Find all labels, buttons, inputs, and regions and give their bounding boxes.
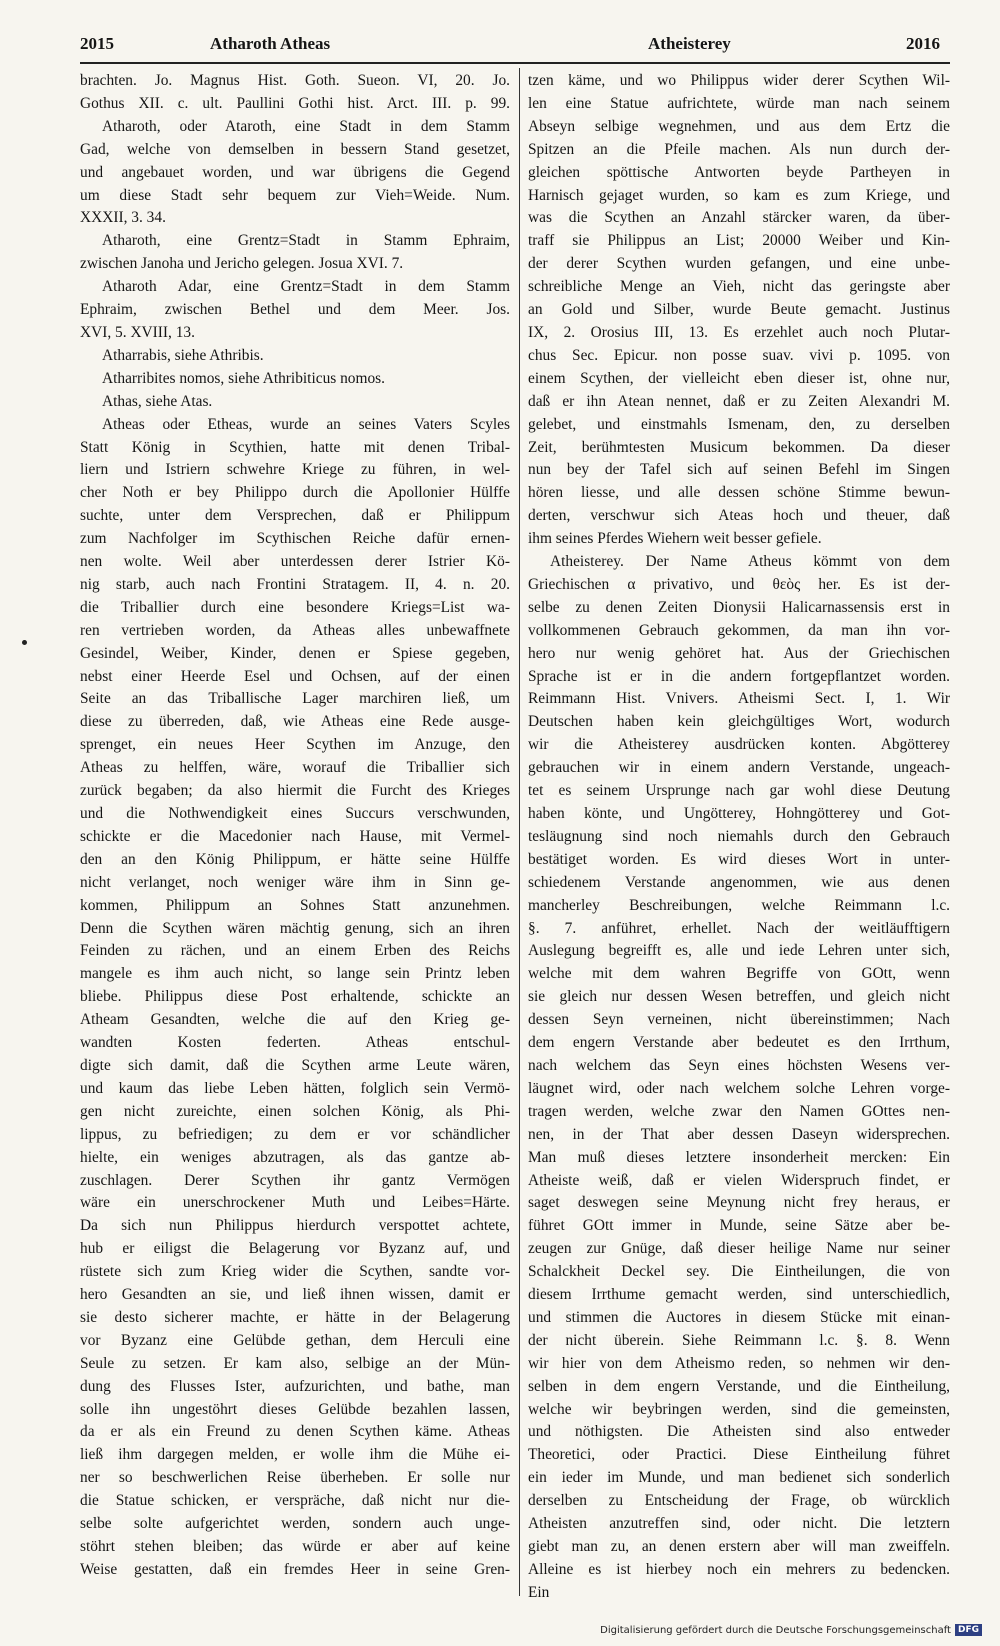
text-line: Statt König in Scythien, hatte mit denen Tribal-: [80, 438, 510, 456]
right-column: [528, 70, 950, 1605]
text-line: zum Nachfolger im Scythischen Reiche dafür ernen-: [80, 530, 510, 548]
dfg-logo: DFG: [955, 1624, 982, 1636]
text-line: Reimmann Hist. Vnivers. Atheismi Sect. I, 1. Wir: [528, 690, 950, 708]
text-line: schickte er die Macedonier nach Hause, mit Vermel-: [80, 827, 510, 845]
text-line: daß er ihn Atean nennet, daß er zu Zeiten Alexandri M.: [528, 392, 950, 410]
text-line: Gothus XII. c. ult. Paullini Gothi hist. Arct. III. p. 99.: [80, 94, 510, 112]
text-line: Atharrabis, siehe Athribis.: [102, 346, 264, 364]
text-line: Gesindel, Weiber, Kinder, denen er Spiese gegeben,: [80, 644, 510, 662]
text-line: nen wolte. Weil aber unterdessen derer Istrier Kö-: [80, 553, 510, 571]
text-line: Atheisten anzutreffen sind, oder nicht. Die letztern: [528, 1515, 950, 1533]
text-line: Ein: [528, 1583, 550, 1601]
text-line: an Gold und Silber, wurde Beute gemacht. Justinus: [528, 301, 950, 319]
text-line: sie gleich nur dessen Wesen betreffen, und gleich nicht: [528, 988, 950, 1006]
text-line: selben in dem engern Verstande, und die Eintheilung,: [528, 1377, 950, 1395]
text-line: welche wir beybringen werden, sind die gemeinsten,: [528, 1400, 950, 1418]
text-line: Weise gestatten, daß ein fremdes Heer in seine Gren-: [80, 1560, 510, 1578]
text-line: hielte, ein weniges abzutragen, als das gantze ab-: [80, 1148, 510, 1166]
text-line: dung des Flusses Ister, aufzurichten, und bathe, man: [80, 1377, 510, 1395]
text-line: len eine Statue aufrichtete, würde man nach seinem: [528, 94, 950, 112]
text-line: nun bey der Tafel sich auf seinen Befehl im Singen: [528, 461, 950, 479]
text-line: und die Nothwendigkeit eines Succurs verschwunden,: [80, 805, 510, 822]
text-line: Atharribites nomos, siehe Athribiticus nomos.: [102, 369, 385, 387]
text-line: und stimmen die Auctores in diesem Stücke mit einan-: [528, 1308, 950, 1326]
text-line: bliebe. Philippus diese Post erhaltende, schickte an: [80, 988, 510, 1006]
text-line: XXXII, 3. 34.: [80, 209, 166, 227]
text-line: Gad, welche von demselben in bessern Stand gesetzet,: [80, 140, 510, 158]
text-line: der derer Scythen wurden gefangen, und eine unbe-: [528, 255, 950, 273]
text-line: und angebauet worden, und war übrigens die Gegend: [80, 163, 510, 181]
left-column: [80, 70, 510, 1582]
text-line: vor Byzanz eine Gelübde gethan, dem Herculi eine: [80, 1331, 510, 1349]
running-title-right: Atheisterey: [648, 34, 731, 53]
text-line: läugnet wird, oder nach welchem solche Lehren vorge-: [528, 1079, 950, 1097]
text-line: hub er eiligst die Belagerung vor Byzanz auf, und: [80, 1240, 510, 1258]
text-line: hero nur wenig gehöret hat. Aus der Griechischen: [528, 644, 950, 662]
text-line: brachten. Jo. Magnus Hist. Goth. Sueon. VI, 20. Jo.: [80, 72, 510, 89]
text-line: selbe solte aufgerichtet werden, sondern auch unge-: [80, 1515, 510, 1533]
text-line: sie desto sicherer machte, er hätte in der Belagerung: [80, 1308, 510, 1326]
text-line: saget deswegen seine Meynung nicht frey heraus, er: [528, 1194, 950, 1212]
text-line: nebst einer Heerde Esel und Ochsen, auf der einen: [80, 667, 510, 685]
text-line: traff sie Philippus an List; 20000 Weiber und Kin-: [528, 232, 950, 250]
running-title-left: Atharoth Atheas: [210, 34, 331, 53]
text-line: wir hier von dem Atheismo reden, so nehmen wir den-: [528, 1354, 950, 1372]
text-line: kommen, Philippum an Sohnes Statt anzunehmen.: [80, 896, 510, 914]
text-line: nig starb, auch nach Frontini Stratagem. II, 4. n. 20.: [80, 575, 510, 593]
footer-credit: [600, 1624, 982, 1636]
text-line: tet es seinem Ursprunge nach gar wohl diese Deutung: [528, 782, 950, 800]
text-line: diese zu überreden, daß, wie Atheas eine Rede ausge-: [80, 713, 510, 731]
text-line: sprenget, ein neues Heer Scythen im Anzuge, den: [80, 736, 510, 754]
text-line: nach welchem das Seyn eines höchsten Wesens ver-: [528, 1056, 950, 1074]
text-line: Deutschen haben kein gleichgültiges Wort, wodurch: [528, 713, 950, 731]
text-line: digte sich damit, daß die Scythen arme Leute wären,: [80, 1056, 510, 1074]
text-line: und nöthigsten. Die Atheisten sind also entweder: [528, 1423, 950, 1441]
text-line: derten, verschwur sich Ateas hoch und theuer, daß: [528, 507, 950, 525]
text-line: zuschlagen. Derer Scythen ihr gantz Vermögen: [80, 1171, 510, 1189]
text-line: haben könte, und Ungötterey, Hohngötterey und Got-: [528, 805, 950, 822]
page-number-left: 2015: [80, 34, 114, 53]
text-line: nicht verlanget, noch weniger wäre ihm in Sinn ge-: [80, 873, 510, 891]
text-line: Atheam Gesandten, welche die auf den Krieg ge-: [80, 1011, 510, 1029]
margin-mark: [22, 640, 27, 645]
text-line: Denn die Scythen wären mächtig genung, sich an ihren: [80, 919, 510, 937]
text-line: hören liesse, und alle dessen schöne Stimme bewun-: [528, 484, 950, 502]
text-line: Zeit, berühmtesten Musicum bekommen. Da dieser: [528, 438, 950, 456]
text-line: bestätiget worden. Es wird dieses Wort in unter-: [528, 850, 950, 868]
text-line: Atharoth Adar, eine Grentz=Stadt in dem Stamm: [102, 278, 510, 296]
text-line: chus Sec. Epicur. non posse suav. vivi p. 1095. von: [528, 346, 950, 364]
text-line: lippus, zu befriedigen; zu dem er vor schändlicher: [80, 1125, 510, 1143]
text-line: Man muß dieses letztere insonderheit mercken: Ein: [528, 1148, 950, 1166]
text-line: §. 7. anführet, erhellet. Nach der weitläufftigern: [528, 919, 950, 937]
text-line: hero Gesandten an sie, und ließ ihnen wissen, damit er: [80, 1286, 510, 1304]
text-line: die Statue schicken, er verspräche, daß nicht nur die-: [80, 1492, 510, 1510]
text-line: tzen käme, und wo Philippus wider derer Scythen Wil-: [528, 72, 950, 89]
text-line: nen, in der That aber dessen Daseyn widersprechen.: [528, 1125, 950, 1143]
text-line: Harnisch gejaget wurden, so kam es zum Kriege, und: [528, 186, 950, 204]
text-line: ließ ihm dargegen melden, er wolle ihm die Mühe ei-: [80, 1446, 510, 1464]
text-line: gleichen spöttische Antworten beyde Partheyen in: [528, 163, 950, 181]
text-line: tragen werden, welche zwar den Namen GOttes nen-: [528, 1102, 950, 1120]
text-line: ren vertrieben worden, da Atheas alles unbewaffnete: [80, 621, 510, 639]
text-line: diesem Irrthume gemacht werden, sind unterschiedlich,: [528, 1286, 950, 1304]
text-line: selbe zu denen Zeiten Dionysii Halicarnassensis erst in: [528, 598, 950, 616]
footer-text: Digitalisierung gefördert durch die Deutsche Forschungsgemeinschaft: [600, 1624, 951, 1636]
text-line: Ephraim, zwischen Bethel und dem Meer. Jos.: [80, 301, 510, 319]
text-line: Seule zu setzen. Er kam also, selbige an der Mün-: [80, 1354, 510, 1372]
text-line: Seite an das Triballische Lager marchiren ließ, um: [80, 690, 510, 708]
text-line: suchte, unter dem Versprechen, daß er Philippum: [80, 507, 510, 525]
text-line: dessen Seyn verneinen, nicht übereinstimmen; Nach: [528, 1011, 950, 1029]
text-line: die Triballier durch eine besondere Kriegs=List wa-: [80, 598, 510, 616]
text-line: IX, 2. Orosius III, 13. Es erzehlet auch noch Plutar-: [528, 323, 950, 341]
text-line: derselben zu Entscheidung der Frage, ob würcklich: [528, 1492, 950, 1510]
text-line: da er als ein Freund zu denen Scythen käme. Atheas: [80, 1423, 510, 1441]
text-line: den an den König Philippum, er hätte seine Hülffe: [80, 850, 510, 868]
text-line: ner so beschwerlichen Reise überheben. Er solle nur: [80, 1469, 510, 1487]
text-line: ein ieder im Munde, und man bedienet sich sonderlich: [528, 1469, 950, 1487]
text-line: schiedenem Verstande angenommen, wie aus denen: [528, 873, 950, 891]
text-line: Da sich nun Philippus hierdurch verspottet achtete,: [80, 1217, 510, 1235]
text-line: und kaum das liebe Leben hätten, folglich sein Vermö-: [80, 1079, 510, 1097]
text-line: Atheas zu helffen, wäre, worauf die Triballier sich: [80, 759, 510, 777]
text-line: mangele es ihm auch nicht, so lange sein Printz leben: [80, 965, 510, 983]
text-line: wandten Kosten federten. Atheas entschul-: [80, 1034, 510, 1052]
text-line: wir die Atheisterey ausdrücken konten. Abgötterey: [528, 736, 950, 754]
text-line: Sprache ist er in die andern fortgepflantzet worden.: [528, 667, 950, 685]
text-line: zwischen Janoha und Jericho gelegen. Josua XVI. 7.: [80, 255, 404, 273]
column-divider: [519, 68, 520, 1596]
text-line: schreibliche Menge an Vieh, nicht das geringste aber: [528, 278, 950, 296]
text-line: Atheas oder Etheas, wurde an seines Vaters Scyles: [102, 415, 510, 433]
text-line: Feinden zu rächen, und an einem Erben des Reichs: [80, 942, 510, 960]
text-line: welche mit dem wahren Begriffe von GOtt, wenn: [528, 965, 950, 983]
text-line: Schalckheit Deckel sey. Die Eintheilungen, die von: [528, 1263, 950, 1281]
text-line: zurück begaben; da also hiermit die Furcht des Krieges: [80, 782, 510, 800]
text-line: solle ihn ungestöhrt dieses Gelübde bezahlen lassen,: [80, 1400, 510, 1418]
text-line: gebrauchen wir in einem andern Verstande, ungeach-: [528, 759, 950, 777]
text-line: wäre ein unerschrockener Muth und Leibes=Härte.: [80, 1194, 510, 1212]
text-line: gelebet, und einstmahls Ismenam, den, zu derselben: [528, 415, 950, 433]
text-line: Griechischen α privativo, und θεὸς her. Es ist der-: [528, 575, 950, 593]
text-line: stöhrt stehen bleiben; das würde er aber auf keine: [80, 1538, 510, 1555]
text-line: Alleine es ist hierbey noch ein mehrers zu bedencken.: [528, 1560, 950, 1578]
text-line: Atheisterey. Der Name Atheus kömmt von dem: [550, 553, 950, 571]
text-line: giebt man zu, an denen erstern aber will man zweiffeln.: [528, 1538, 950, 1555]
text-line: Atheiste weiß, daß er vielen Widerspruch findet, er: [528, 1171, 950, 1189]
text-line: mancherley Beschreibungen, welche Reimmann l.c.: [528, 896, 950, 914]
text-line: tesläugnung sind noch niemahls durch den Gebrauch: [528, 827, 950, 845]
text-line: einem Scythen, der vielleicht eben dieser ist, ohne nur,: [528, 369, 950, 387]
page-number-right: 2016: [906, 34, 940, 53]
text-line: Atharoth, eine Grentz=Stadt in Stamm Ephraim,: [102, 232, 510, 250]
text-line: Atharoth, oder Ataroth, eine Stadt in dem Stamm: [102, 117, 510, 135]
text-line: cher Noth er bey Philippo durch die Apollonier Hülffe: [80, 484, 510, 502]
text-line: Theoretici, oder Practici. Diese Eintheilung führet: [528, 1446, 950, 1464]
text-line: Spitzen an die Pfeile machen. Als nun durch der-: [528, 140, 950, 158]
text-line: der nicht überein. Siehe Reimmann l.c. §. 8. Wenn: [528, 1331, 950, 1349]
text-line: gen nicht zureichte, einen solchen König, als Phi-: [80, 1102, 510, 1120]
text-line: ihm seines Pferdes Wiehern weit besser gefiele.: [528, 530, 822, 548]
text-line: was die Scythen an Anzahl stärcker waren, da über-: [528, 209, 950, 227]
text-line: Abseyn selbige wegnehmen, und aus dem Ertz die: [528, 117, 950, 135]
text-line: zeugen zur Gnüge, daß dieser heilige Name nur seiner: [528, 1240, 950, 1258]
text-line: führet GOtt immer in Munde, seine Sätze aber be-: [528, 1217, 950, 1235]
text-line: XVI, 5. XVIII, 13.: [80, 323, 195, 341]
text-line: vollkommenen Gebrauch gekommen, da man ihn vor-: [528, 621, 950, 639]
text-line: dem engern Verstande aber bedeutet es den Irrthum,: [528, 1034, 950, 1052]
text-line: Auslegung begreifft es, alle und iede Lehren unter sich,: [528, 942, 950, 960]
text-line: rüstete sich zum Krieg wider die Scythen, sandte vor-: [80, 1263, 510, 1281]
text-line: Athas, siehe Atas.: [102, 392, 213, 410]
text-line: liern und Istriern schwehre Kriege zu führen, in wel-: [80, 461, 510, 479]
text-line: um diese Stadt sehr bequem zur Vieh=Weide. Num.: [80, 186, 510, 204]
header-rule: [80, 62, 950, 64]
